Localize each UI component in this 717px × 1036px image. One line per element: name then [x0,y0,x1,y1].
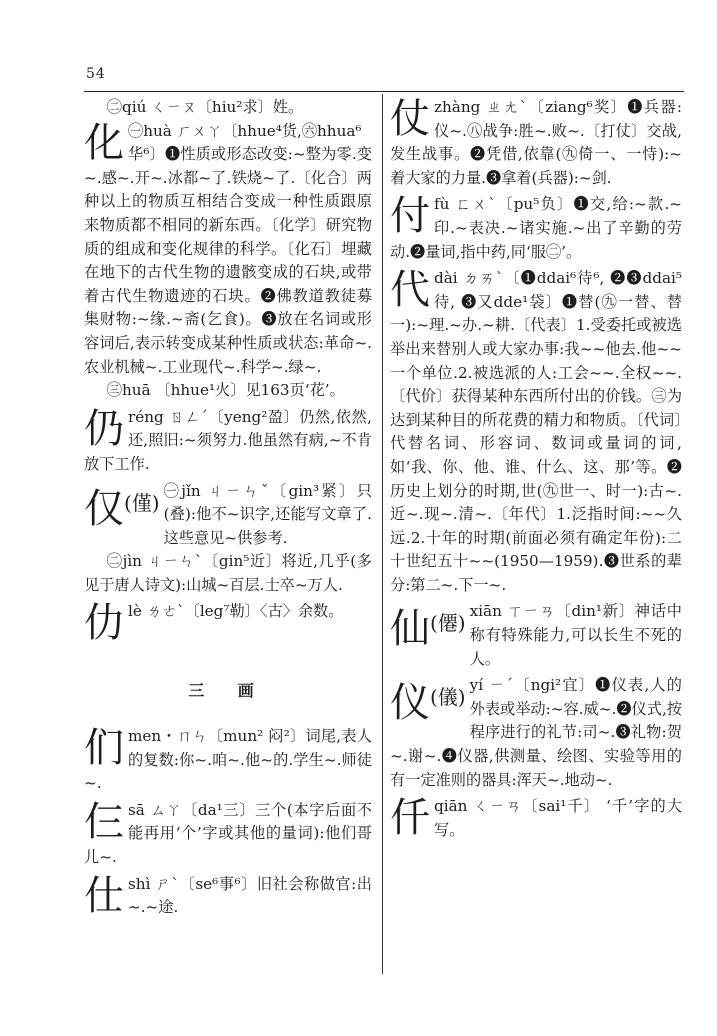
entry-qian [390,795,682,842]
entry-jin [84,480,372,598]
headword-jin-traditional: (僅) [124,490,160,515]
headword-qian: 仟 [390,795,430,842]
entry-reng [84,406,372,477]
header-rule [84,91,684,92]
entry-zhang [390,96,682,190]
entry-hua-pronunciation: ㊀huà ㄏㄨㄚ〔hhue⁴货,㊅hhua⁶ [128,121,362,140]
entry-jin-sense-2: ㊁jìn ㄐㄧㄣˋ〔gin⁵近〕将近,几乎(多见于唐人诗文):山城~百层.士卒~万人. [84,552,372,594]
right-column [390,96,682,845]
entry-shi-definition: shì ㄕˋ〔se⁶事⁶〕旧社会称做官:出~.~途. [128,874,372,917]
entry-zhang-definition: zhàng ㄓㄤˋ〔ziang⁶奖〕❶兵器:仪~.㊇战争:胜~.败~.〔打仗〕交战,发生战事。❷凭借,依靠(㊈倚一、一恃):~着大家的力量.❸拿着(兵器):~剑. [390,98,682,187]
entry-dai-definition: dài ㄉㄞˋ〔❶ddai⁶待⁶, ❷❸ddai⁵待, ❸又dde¹袋〕❶替(㊈一替、替一):~理.~办.~耕.〔代表〕1.受委托或被选举出来替别人或大家办事:我~~他去.他~~一个单位.2.被选派的人:工会~~.全权~~.〔代价〕获得某种东西所付出的价钱。㊂为达到某种目的所花费的精力和物质。〔代词〕代替名词、形容词、数词或量词的词,如‘我、你、他、谁、什么、这、那’等。❷历史上划分的时期,世(㊈世一、时一):古~.近~.现~.清~.〔年代〕1.泛指时间:~~久远.2.十年的时期(前面必须有确定年份):二十世纪五十~~(1950—1959).❸世系的辈分:第二~.下一~. [390,269,682,594]
headword-sa: 仨 [84,798,124,845]
entry-yi-definition: yí ㄧˊ〔ngi²宜〕❶仪表,人的外表或举动:~容.威~.❷仪式,按程序进行的礼节:司~.❸礼物:贺~.谢~.❹仪器,供测量、绘图、实验等用的有一定准则的器具:浑天~.地动~. [390,676,682,789]
headword-xian [390,601,466,651]
column-divider [382,94,383,974]
entry-xian [390,600,682,671]
entry-hua [84,120,372,403]
section-title: 三 画 [188,681,268,701]
headword-yi [390,675,466,725]
headword-shi: 仕 [84,872,124,919]
headword-zhang: 仗 [390,96,430,142]
entry-men-definition: men・ㄇㄣ〔mun² 闷²〕词尾,表人的复数:你~.咱~.他~的.学生~.师徒~. [84,727,372,793]
entry-fu [390,193,682,264]
headword-fu: 付 [390,193,430,240]
entry-sa-definition: sā ㄙㄚ〔da¹三〕三个(本字后面不能再用‘个’字或其他的量词):他们哥儿~. [84,800,372,867]
entry-sa [84,799,372,870]
entry-hua-sense-3: ㊂huā 〔hhue¹火〕见163页‘花’。 [106,381,345,400]
headword-hua: 化 [84,119,124,166]
entry-shi [84,873,372,920]
entry-dai [390,267,682,597]
entry-le [84,600,372,645]
headword-men: 们 [84,725,124,772]
page-number: 54 [86,66,106,82]
entry-xian-definition: xiān ㄒㄧㄢ〔din¹新〕神话中称有特殊能力,可以长生不死的人。 [469,602,682,668]
headword-yi-traditional: (儀) [430,685,466,710]
headword-xian-char: 仙 [390,606,430,653]
entry-le-definition: lè ㄌㄜˋ〔leg⁷勒〕〈古〉余数。 [128,602,344,621]
entry-hua-qiu-sense: ㊁qiú ㄑㄧㄡ〔hiu²求〕姓。 [106,98,304,116]
entry-yi [390,674,682,792]
entry-qian-definition: qiān ㄑㄧㄢ〔sai¹千〕 ‘千’字的大写。 [434,797,682,839]
headword-le: 仂 [84,600,124,646]
headword-reng: 仍 [84,405,124,452]
entry-jin-definition: ㊀jǐn ㄐㄧㄣˇ〔gin³紧〕只(叠):他不~识字,还能写文章了.这些意见~供参考. [163,481,372,547]
headword-dai: 代 [390,267,430,314]
entry-fu-definition: fù ㄈㄨˋ〔pu⁵负〕❶交,给:~款.~印.~表决.~诸实施.~出了辛勤的劳动.❷量词,指中药,同‘服㊁’。 [390,195,682,261]
headword-jin-char: 仅 [84,485,124,532]
headword-xian-traditional: (僊) [430,611,466,636]
entry-men [84,725,372,796]
entry-hua-definition: 华⁶〕❶性质或形态改变:~整为零.变~.感~.开~.冰都~了.铁烧~了.〔化合〕两种以上的物质互相结合变成一种性质跟原来物质都不相同的新东西。〔化学〕研究物质的组成和变化规律的科学。〔化石〕埋藏在地下的古代生物的遗骸变成的石块,或带着古代生物遗迹的石块。❷佛教道教徒募集财物:~缘.~斋(乞食)。❸放在名词或形容词后,表示转变成某种性质或状态:革命~.农业机械~.工业现代~.科学~.绿~. [84,145,372,376]
headword-yi-char: 仪 [390,680,430,727]
headword-jin [84,481,160,531]
entry-reng-definition: réng ㄖㄥˊ〔yeng²盈〕仍然,依然,还,照旧:~须努力.他虽然有病,~不肯放下工作. [84,407,372,473]
left-column [84,96,372,923]
